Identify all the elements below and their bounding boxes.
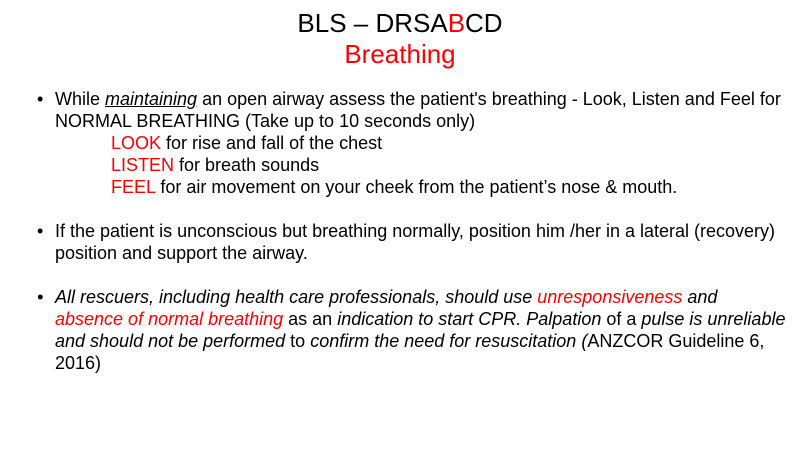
bullet3-text-5: of a — [601, 309, 642, 329]
bullet3-text-8: confirm the need for resuscitation ( — [310, 331, 588, 351]
bullet3-text-3: as an — [283, 309, 338, 329]
sub-item-feel-key: FEEL — [111, 177, 156, 197]
bullet3-red-2: absence of normal breathing — [55, 309, 284, 329]
bullet3-text-7: to — [285, 331, 311, 351]
sub-item-feel — [55, 176, 787, 198]
bullet3-text-1: All rescuers, including health care professionals, should use — [55, 287, 538, 307]
content-body — [37, 88, 787, 392]
title-highlight: B — [447, 8, 466, 38]
bullet1-text-1: While — [55, 89, 106, 109]
sub-item-look — [55, 132, 787, 154]
sub-item-look-text: for rise and fall of the chest — [161, 133, 383, 153]
title-block — [0, 8, 800, 70]
bullet-start-cpr — [37, 286, 787, 374]
sub-item-listen-text: for breath sounds — [174, 155, 320, 175]
bullet3-text-4: indication to start CPR. Palpation — [337, 309, 602, 329]
title-suffix: CD — [465, 8, 503, 38]
sub-item-look-key: LOOK — [111, 133, 162, 153]
bullet3-red-1: unresponsiveness — [537, 287, 683, 307]
slide-subtitle: Breathing — [344, 39, 456, 69]
bullet1-text-2: an open airway assess the patient's breathing - Look, Listen and Feel for NORMAL BREATHING (Take up to 10 seconds only) — [55, 89, 781, 131]
bullet-assess-breathing — [37, 88, 787, 198]
sub-item-listen — [55, 154, 787, 176]
bullet3-text-6: pulse is unreliable and should not be performed — [55, 309, 786, 351]
bullet3-text-2: and — [682, 287, 718, 307]
bullet2-text: If the patient is unconscious but breathing normally, position him /her in a lateral (recovery) position and support the airway. — [55, 221, 776, 263]
bullet3-text-9: ANZCOR Guideline 6, 2016) — [55, 331, 765, 373]
bullet1-emphasis: maintaining — [105, 89, 198, 109]
bullet-recovery-position — [37, 220, 787, 264]
slide-title — [0, 8, 800, 39]
title-prefix: BLS – DRSA — [297, 8, 448, 38]
sub-item-listen-key: LISTEN — [111, 155, 175, 175]
sub-item-feel-text: for air movement on your cheek from the patient’s nose & mouth. — [155, 177, 678, 197]
